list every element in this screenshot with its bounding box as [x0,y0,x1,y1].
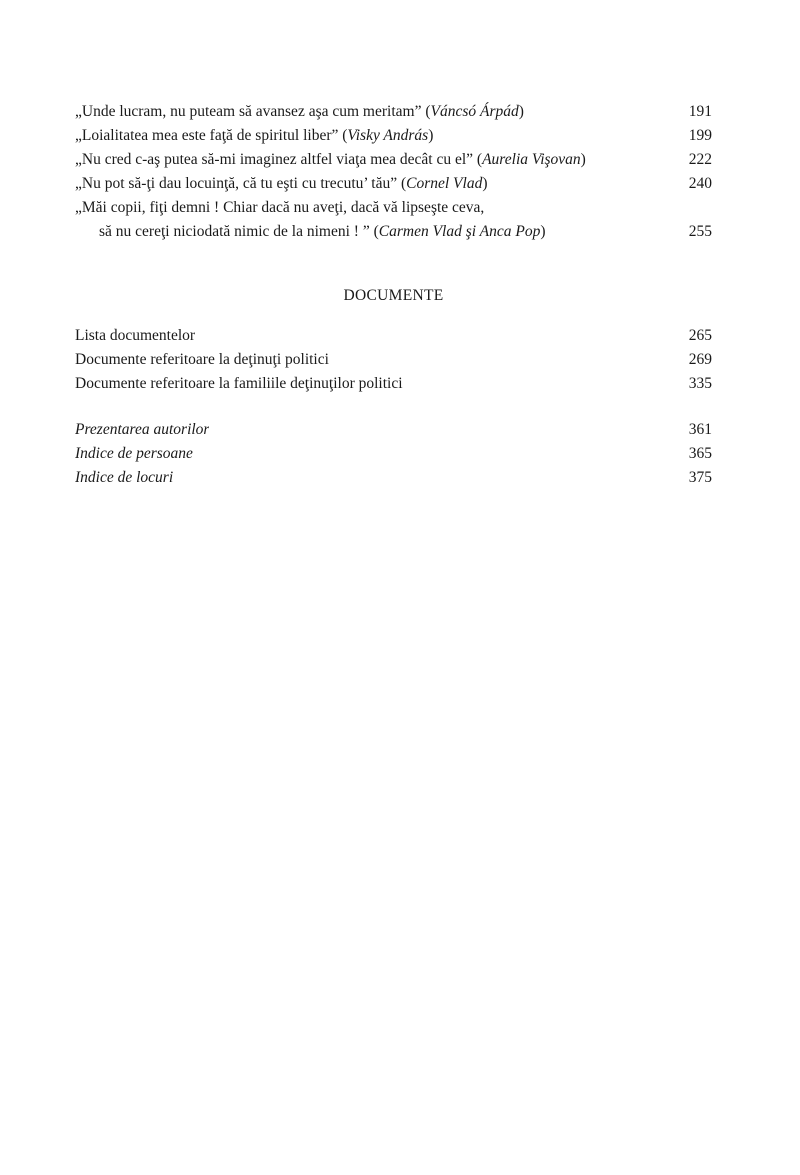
toc-entry-vlad-pop [75,196,712,244]
toc-page-number: 222 [688,151,712,168]
toc-page-number: 265 [688,327,712,344]
toc-page-number: 199 [688,127,712,144]
toc-entry-author: Visky András [347,127,429,144]
toc-page-number: 269 [688,351,712,368]
toc-entry-vancso [75,100,712,124]
toc-entry-author: Váncsó Árpád [430,103,519,120]
toc-entry-author: Aurelia Vişovan [482,151,581,168]
toc-entry-visovan [75,148,712,172]
toc-entry-detinuti-politici [75,348,712,372]
toc-entry-indice-locuri [75,466,712,490]
toc-page-number: 255 [688,223,712,240]
toc-entry-title: Documente referitoare la deţinuţi politici [75,351,329,368]
toc-entry-title: „Nu pot să-ţi dau locuinţă, că tu eşti cu trecutu’ tău” (Cornel Vlad) [75,175,488,192]
toc-entry-title-line1: „Măi copii, fiţi demni ! Chiar dacă nu aveţi, dacă vă lipseşte ceva, [75,199,485,216]
table-of-contents [75,100,712,490]
toc-page-number: 365 [688,445,712,462]
toc-entry-author: Cornel Vlad [406,175,483,192]
toc-entry-title: Prezentarea autorilor [75,421,210,438]
toc-entry-familiile-detinutilor [75,372,712,396]
toc-entry-lista-documentelor [75,324,712,348]
toc-entry-author: Carmen Vlad şi Anca Pop [378,223,541,240]
toc-entry-title: „Loialitatea mea este faţă de spiritul liber” (Visky András) [75,127,434,144]
toc-page-number: 361 [688,421,712,438]
toc-entry-visky [75,124,712,148]
toc-entry-title-line2: să nu cereţi niciodată nimic de la nimeni ! ” (Carmen Vlad şi Anca Pop) 255 [75,220,712,244]
toc-page-number: 375 [688,469,712,486]
toc-entry-title: Lista documentelor [75,327,196,344]
toc-entry-vlad [75,172,712,196]
toc-page-number: 335 [688,375,712,392]
toc-entry-prezentarea-autorilor [75,418,712,442]
toc-entry-title: „Unde lucram, nu puteam să avansez aşa cum meritam” (Váncsó Árpád) [75,103,524,120]
toc-entry-title: Indice de locuri [75,469,174,486]
toc-entry-title: „Nu cred c-aş putea să-mi imaginez altfel viaţa mea decât cu el” (Aurelia Vişovan) [75,151,586,168]
toc-page-number: 191 [688,103,712,120]
toc-entry-title: Documente referitoare la familiile deţinuţilor politici [75,375,403,392]
toc-entry-title: Indice de persoane [75,445,193,462]
toc-entry-indice-persoane [75,442,712,466]
section-heading-documente: DOCUMENTE [343,287,444,304]
toc-page-number: 240 [688,175,712,192]
